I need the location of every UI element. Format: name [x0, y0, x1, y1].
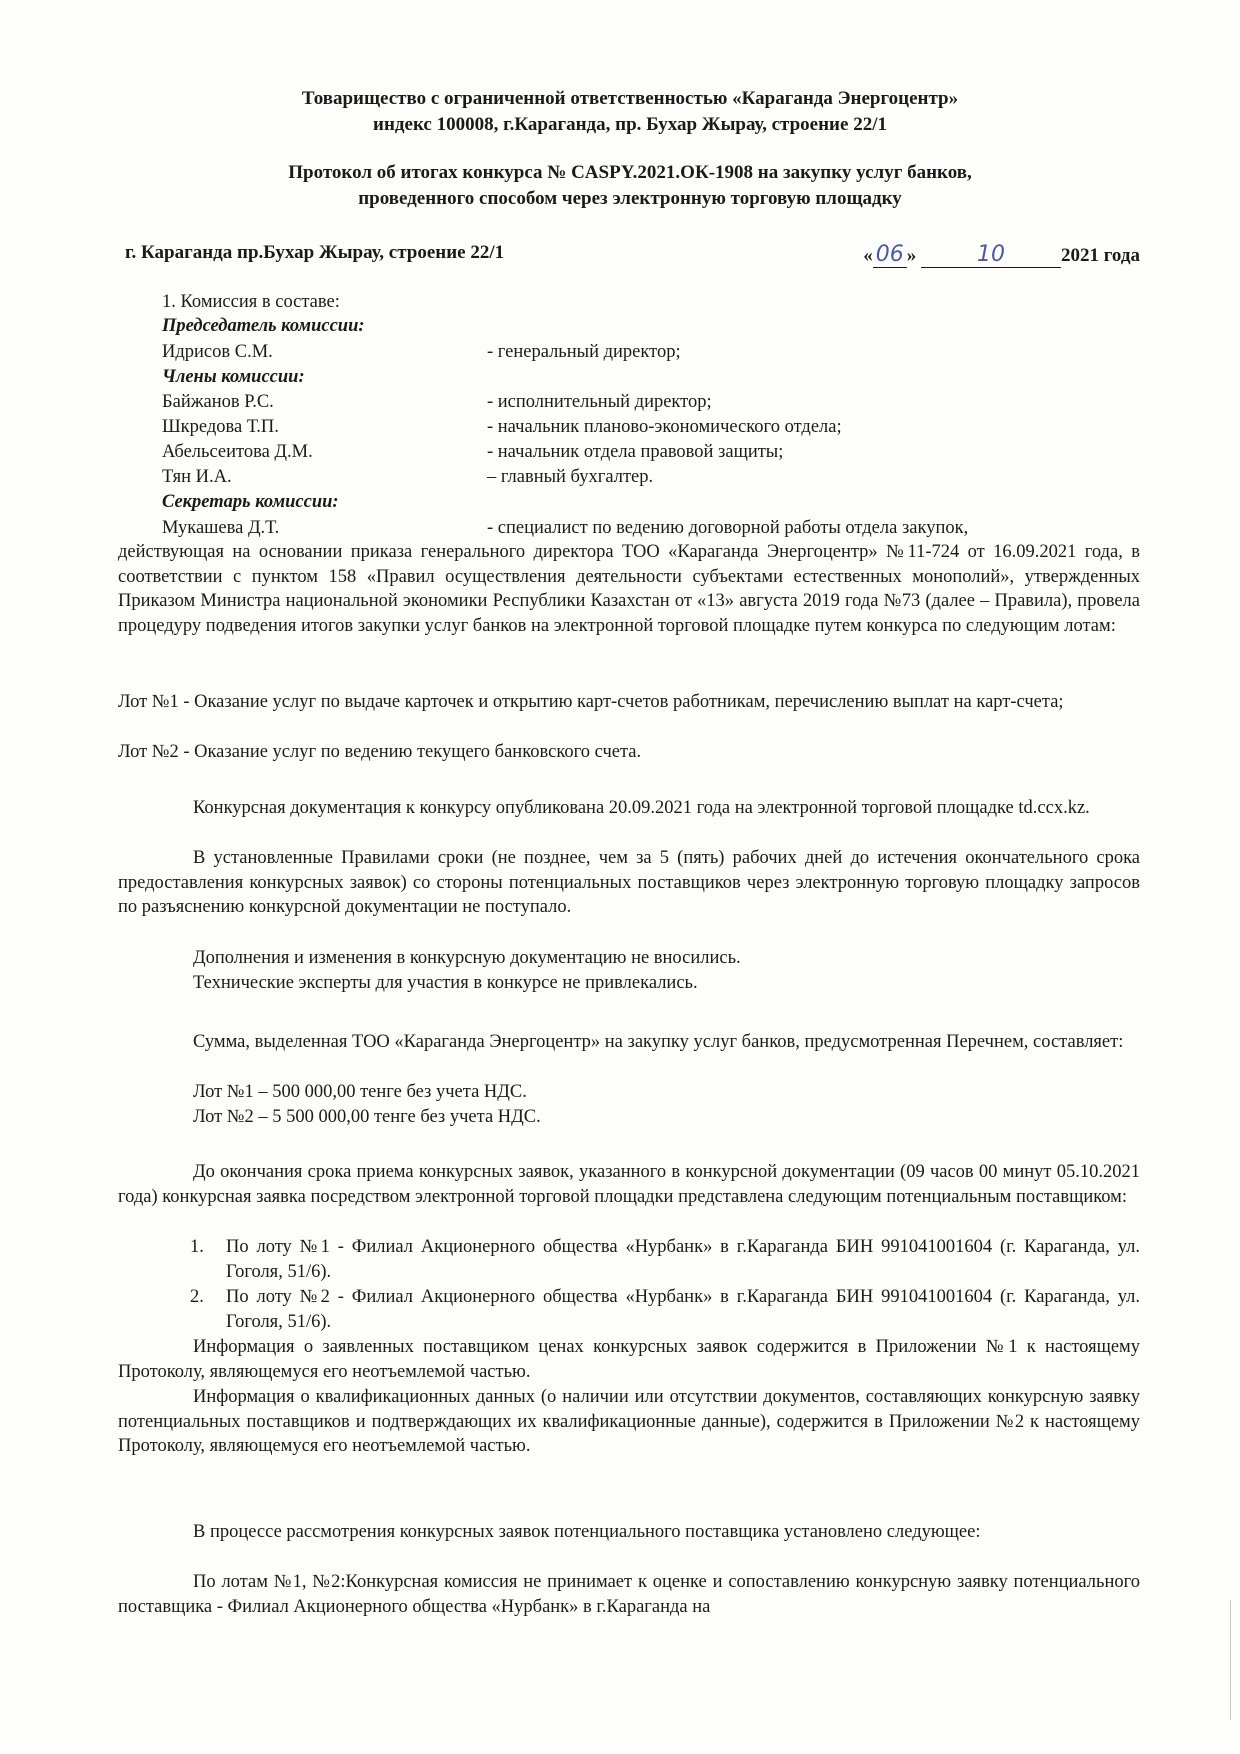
- handwritten-day: 06: [875, 242, 904, 267]
- protocol-title-line-1: Протокол об итогах конкурса № CASPY.2021.ОК-1908 на закупку услуг банков,: [288, 162, 972, 183]
- org-name: Товарищество с ограниченной ответственностью «Караганда Энергоцентр»: [301, 88, 959, 109]
- paragraph-published: Конкурсная документация к конкурсу опубликована 20.09.2021 года на электронной торговой площадке td.ccx.kz.: [193, 798, 1090, 818]
- commission-block: [0, 290, 1240, 550]
- paragraph-changes: Дополнения и изменения в конкурсную документацию не вносились.: [193, 948, 741, 968]
- sum-lot-1: Лот №1 – 500 000,00 тенге без учета НДС.: [193, 1082, 527, 1102]
- protocol-title: [120, 160, 1140, 212]
- member-name: Идрисов С.М.: [162, 342, 273, 362]
- paragraph-experts: Технические эксперты для участия в конкурсе не привлекались.: [193, 973, 698, 993]
- member-role: – главный бухгалтер.: [487, 467, 654, 487]
- year: 2021 года: [1061, 245, 1140, 266]
- members-heading: Члены комиссии:: [162, 367, 305, 387]
- member-name: Мукашева Д.Т.: [162, 518, 280, 538]
- member-role: - начальник отдела правовой защиты;: [487, 442, 784, 462]
- paragraph-deadline: В установленные Правилами сроки (не позднее, чем за 5 (пять) рабочих дней до истечения окончательного срока предоставления конкурсных заявок) со стороны потенциальных поставщиков через электронную торговую площадку запросов по разъяснению конкурсной документации не поступало.: [118, 848, 1140, 917]
- member-name: Шкредова Т.П.: [162, 417, 279, 437]
- supplier-text: По лоту №1 - Филиал Акционерного общества «Нурбанк» в г.Караганда БИН 991041001604 (г. Караганда, ул. Гоголя, 51/6).: [226, 1237, 1140, 1282]
- member-role: - исполнительный директор;: [487, 392, 712, 412]
- member-name: Тян И.А.: [162, 467, 232, 487]
- member-name: Абельсеитова Д.М.: [162, 442, 313, 462]
- place-date-line: [125, 242, 1140, 272]
- lot-2-description: Лот №2 - Оказание услуг по ведению текущего банковского счета.: [118, 742, 642, 762]
- paragraph-sum: Сумма, выделенная ТОО «Караганда Энергоцентр» на закупку услуг банков, предусмотренная Перечнем, составляет:: [193, 1032, 1124, 1052]
- commission-intro: 1. Комиссия в составе:: [162, 292, 340, 312]
- paragraph-applications: До окончания срока приема конкурсных заявок, указанного в конкурсной документации (09 часов 00 минут 05.10.2021 года) конкурсная заявка посредством электронной торговой площадки представлена следующим потенциальным поставщиком:: [118, 1162, 1140, 1207]
- member-role: - начальник планово-экономического отдела;: [487, 417, 842, 437]
- supplier-number: 2.: [190, 1287, 204, 1307]
- scan-edge-mark: [1230, 1600, 1231, 1720]
- org-address: индекс 100008, г.Караганда, пр. Бухар Жырау, строение 22/1: [373, 114, 887, 135]
- member-role: - специалист по ведению договорной работы отдела закупок,: [487, 518, 969, 538]
- sum-lot-2: Лот №2 – 5 500 000,00 тенге без учета НДС.: [193, 1107, 541, 1127]
- member-name: Байжанов Р.С.: [162, 392, 274, 412]
- paragraph-rejection: По лотам №1, №2:Конкурсная комиссия не принимает к оценке и сопоставлению конкурсную заявку потенциального поставщика - Филиал Акционерного общества «Нурбанк» в г.Караганда на: [118, 1572, 1140, 1617]
- paragraph-qualifications: Информация о квалификационных данных (о наличии или отсутствии документов, составляющих конкурсную заявку потенциальных поставщиков и подтверждающих их квалификационные данные), содержится в Приложении №2 к настоящему Протоколу, являющемуся его неотъемлемой частью.: [118, 1387, 1140, 1456]
- handwritten-month: 10: [977, 242, 1006, 267]
- paragraph-review: В процессе рассмотрения конкурсных заявок потенциального поставщика установлено следующее:: [193, 1522, 981, 1542]
- paragraph-basis: действующая на основании приказа генерального директора ТОО «Караганда Энергоцентр» №11-724 от 16.09.2021 года, в соответствии с пунктом 158 «Правил осуществления деятельности субъектами естественных монополий», утвержденных Приказом Министра национальной экономики Республики Казахстан от «13» августа 2019 года №73 (далее – Правила), провела процедуру подведения итогов закупки услуг банков на электронной торговой площадке путем конкурса по следующим лотам:: [118, 542, 1140, 636]
- lot-1-description: Лот №1 - Оказание услуг по выдаче карточек и открытию карт-счетов работникам, перечислению выплат на карт-счета;: [118, 692, 1064, 712]
- paragraph-prices: Информация о заявленных поставщиком ценах конкурсных заявок содержится в Приложении №1 к настоящему Протоколу, являющемуся его неотъемлемой частью.: [118, 1337, 1140, 1382]
- organization-header: [120, 86, 1140, 138]
- place: г. Караганда пр.Бухар Жырау, строение 22/1: [125, 242, 505, 263]
- chair-heading: Председатель комиссии:: [162, 316, 365, 336]
- secretary-heading: Секретарь комиссии:: [162, 492, 339, 512]
- member-role: - генеральный директор;: [487, 342, 681, 362]
- supplier-text: По лоту №2 - Филиал Акционерного общества «Нурбанк» в г.Караганда БИН 991041001604 (г. Караганда, ул. Гоголя, 51/6).: [226, 1287, 1140, 1332]
- protocol-title-line-2: проведенного способом через электронную торговую площадку: [358, 188, 902, 209]
- supplier-number: 1.: [190, 1237, 204, 1257]
- date: « 06 » 10 2021 года: [863, 242, 1140, 267]
